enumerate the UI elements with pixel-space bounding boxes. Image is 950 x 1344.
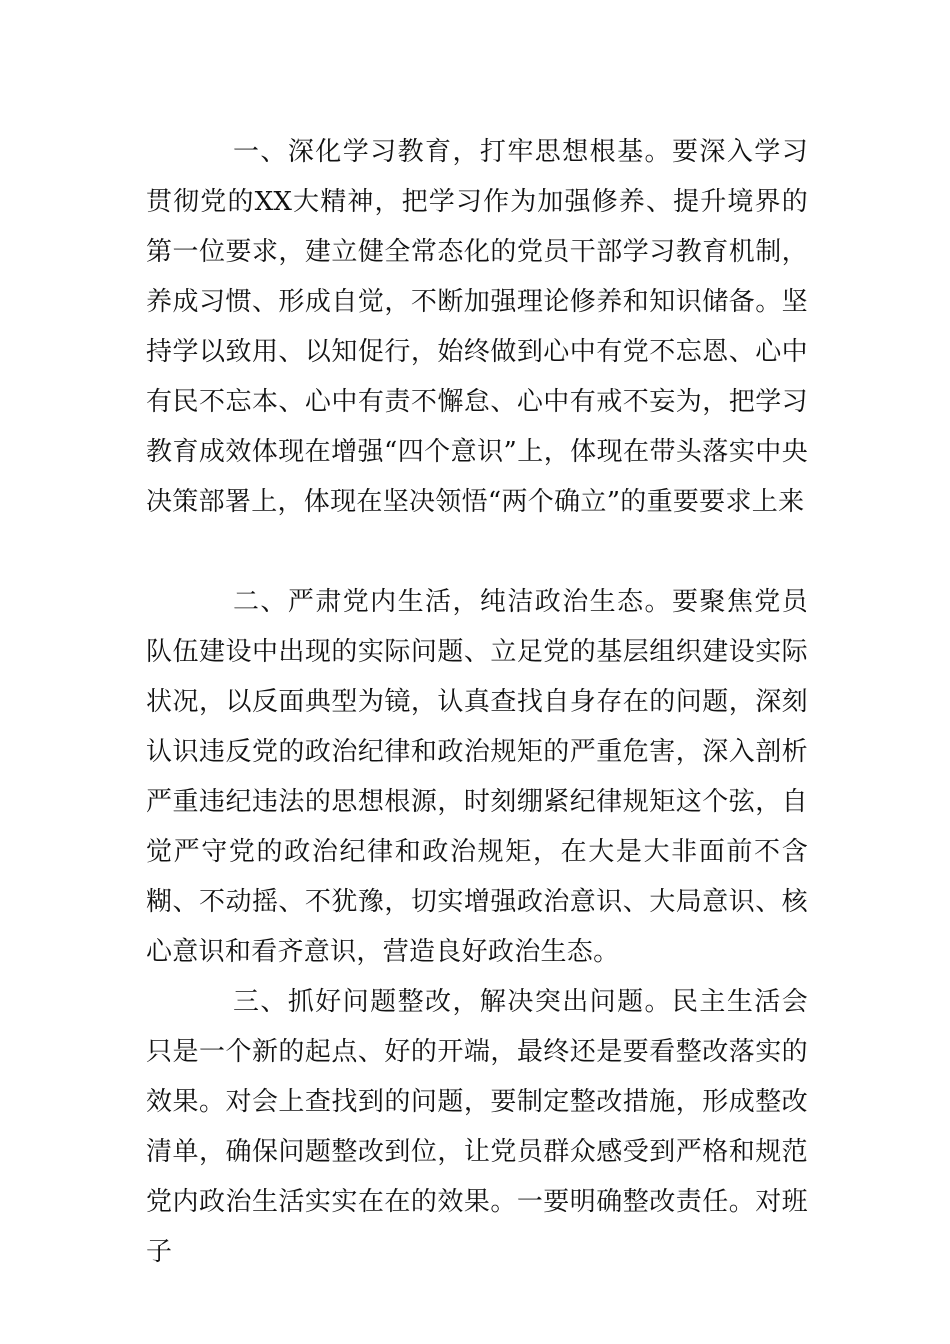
paragraph-rectification: 三、抓好问题整改，解决突出问题。民主生活会只是一个新的起点、好的开端，最终还是要看整改落实的效果。对会上查找到的问题，要制定整改措施，形成整改清单，确保问题整改到位，让党员群众感受到严格和规范党内政治生活实实在在的效果。一要明确整改责任。对班子: [146, 987, 808, 1267]
paragraph-party-life: 二、严肃党内生活，纯洁政治生态。要聚焦党员队伍建设中出现的实际问题、立足党的基层组织建设实际状况，以反面典型为镜，认真查找自身存在的问题，深刻认识违反党的政治纪律和政治规矩的严重危害，深入剖析严重违纪违法的思想根源，时刻绷紧纪律规矩这个弦，自觉严守党的政治纪律和政治规矩，在大是大非面前不含糊、不动摇、不犹豫，切实增强政治意识、大局意识、核心意识和看齐意识，营造良好政治生态。: [146, 587, 808, 967]
paragraph-deepen-study: 一、深化学习教育，打牢思想根基。要深入学习贯彻党的XX大精神，把学习作为加强修养、提升境界的第一位要求，建立健全常态化的党员干部学习教育机制，养成习惯、形成自觉，不断加强理论修养和知识储备。坚持学以致用、以知促行，始终做到心中有党不忘恩、心中有民不忘本、心中有责不懈怠、心中有戒不妄为，把学习教育成效体现在增强“四个意识”上，体现在带头落实中央决策部署上，体现在坚决领悟“两个确立”的重要要求上来: [146, 137, 808, 517]
